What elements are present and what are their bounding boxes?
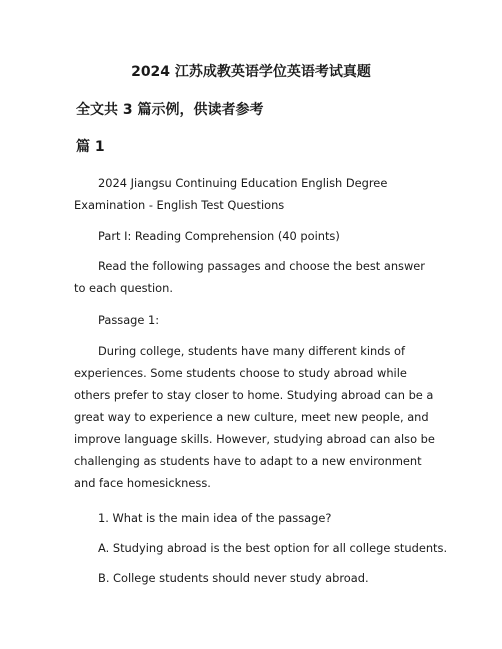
section-heading: 篇 1 [76, 139, 105, 155]
paragraph-part-one: Part I: Reading Comprehension (40 points) [98, 229, 340, 243]
answer-option-b: B. College students should never study abroad. [98, 571, 369, 585]
question-1: 1. What is the main idea of the passage? [98, 511, 332, 525]
paragraph-instructions: Read the following passages and choose the best answer to each question. [74, 259, 425, 295]
paragraph-passage-text: During college, students have many different kinds of experiences. Some students choose to study abroad while others prefer to stay closer to home. Studying abroad can be a great way to experience a new culture, meet new people, and improve language skills. However, studying abroad can also be challenging as students have to adapt to a new environment and face homesickness. [74, 344, 435, 490]
document-title: 2024 江苏成教英语学位英语考试真题 [131, 64, 371, 80]
answer-option-a: A. Studying abroad is the best option for all college students. [98, 541, 448, 555]
paragraph-passage-label: Passage 1: [98, 313, 160, 327]
paragraph-heading-english: 2024 Jiangsu Continuing Education English Degree Examination - English Test Questions [74, 176, 388, 212]
document-subtitle: 全文共 3 篇示例，供读者参考 [76, 102, 264, 118]
